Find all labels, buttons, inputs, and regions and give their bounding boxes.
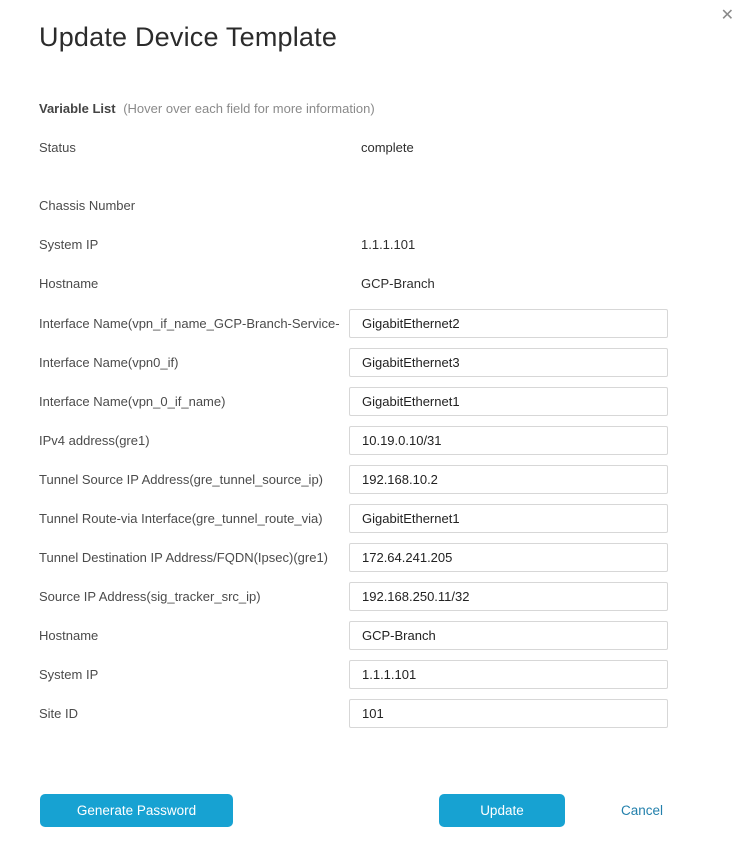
field-row — [39, 198, 668, 214]
field-row — [39, 140, 668, 156]
variable-list-label: Variable List — [39, 101, 116, 116]
field-input[interactable] — [349, 543, 668, 572]
field-value-wrap — [349, 504, 668, 533]
field-row — [39, 309, 668, 338]
cancel-button[interactable]: Cancel — [620, 803, 663, 818]
field-label: Tunnel Source IP Address(gre_tunnel_source_ip) — [39, 471, 324, 487]
field-value-wrap — [349, 426, 668, 455]
field-value: 1.1.1.101 — [361, 237, 416, 252]
field-value-wrap — [349, 387, 668, 416]
field-row — [39, 660, 668, 689]
field-label: Site ID — [39, 705, 79, 721]
modal-title: Update Device Template — [39, 22, 338, 52]
field-label: Hostname — [39, 627, 99, 643]
field-row — [39, 276, 668, 292]
field-label: System IP — [39, 666, 99, 682]
field-value: GCP-Branch — [361, 276, 435, 291]
field-value-wrap — [349, 699, 668, 728]
field-row — [39, 582, 668, 611]
field-label: System IP — [39, 237, 99, 252]
variable-list — [39, 140, 668, 728]
field-row — [39, 387, 668, 416]
field-input[interactable] — [349, 621, 668, 650]
field-value-wrap — [349, 660, 668, 689]
field-input[interactable] — [349, 309, 668, 338]
field-input[interactable] — [349, 504, 668, 533]
generate-password-button[interactable]: Generate Password — [40, 794, 233, 827]
variable-list-header — [39, 101, 668, 116]
field-input[interactable] — [349, 582, 668, 611]
field-value-wrap — [349, 140, 668, 156]
field-label: Interface Name(vpn0_if) — [39, 354, 179, 370]
field-row — [39, 504, 668, 533]
close-icon[interactable]: ✕ — [720, 7, 734, 24]
field-label: Interface Name(vpn_if_name_GCP-Branch-Service- — [39, 315, 340, 331]
field-label: Interface Name(vpn_0_if_name) — [39, 393, 226, 409]
variable-list-hint: (Hover over each field for more information) — [123, 101, 375, 116]
field-input[interactable] — [349, 465, 668, 494]
field-label: Tunnel Destination IP Address/FQDN(Ipsec)(gre1) — [39, 549, 329, 565]
field-label: Tunnel Route-via Interface(gre_tunnel_route_via) — [39, 510, 323, 526]
field-value-wrap — [349, 237, 668, 253]
field-row — [39, 465, 668, 494]
field-row — [39, 426, 668, 455]
field-value-wrap — [349, 276, 668, 292]
field-value-wrap — [349, 309, 668, 338]
field-label: Source IP Address(sig_tracker_src_ip) — [39, 588, 261, 604]
field-input[interactable] — [349, 348, 668, 377]
footer-actions — [439, 794, 668, 827]
field-value-wrap — [349, 582, 668, 611]
field-input[interactable] — [349, 426, 668, 455]
field-input[interactable] — [349, 699, 668, 728]
field-value-wrap — [349, 348, 668, 377]
field-row — [39, 348, 668, 377]
field-value-wrap — [349, 465, 668, 494]
field-label: Hostname — [39, 276, 99, 291]
field-row — [39, 543, 668, 572]
field-label: IPv4 address(gre1) — [39, 432, 150, 448]
field-input[interactable] — [349, 660, 668, 689]
field-row — [39, 237, 668, 253]
field-label: Status — [39, 140, 76, 155]
update-button[interactable]: Update — [439, 794, 565, 827]
field-label: Chassis Number — [39, 198, 136, 213]
field-input[interactable] — [349, 387, 668, 416]
field-row — [39, 699, 668, 728]
field-row — [39, 621, 668, 650]
field-value: complete — [361, 140, 414, 155]
field-value-wrap — [349, 621, 668, 650]
field-value-wrap — [349, 543, 668, 572]
modal-footer — [39, 794, 668, 827]
